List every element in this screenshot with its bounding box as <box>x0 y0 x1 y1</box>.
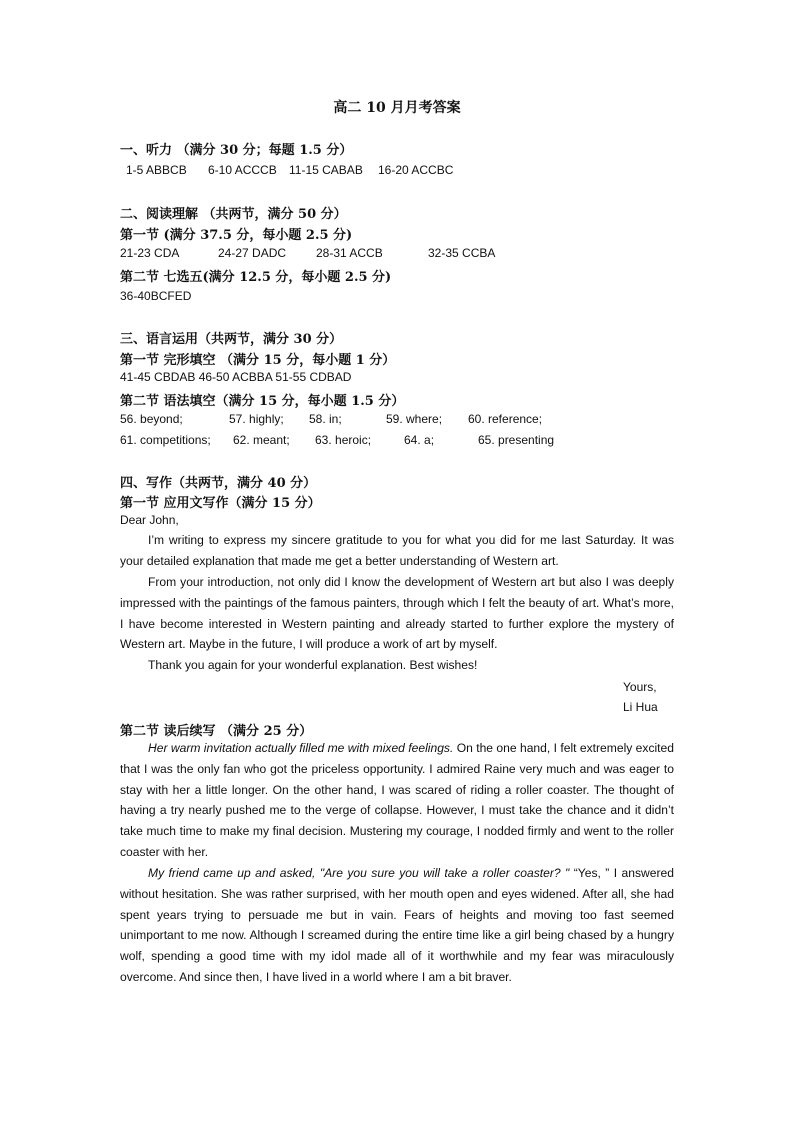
reading-answer-4: 32-35 CCBA <box>428 246 496 260</box>
cloze-answers: 41-45 CBDAB 46-50 ACBBA 51-55 CDBAD <box>120 370 352 384</box>
grammar-answer-59: 59. where; <box>386 412 443 426</box>
grammar-answer-65: 65. presenting <box>478 433 555 447</box>
story-paragraph-1 <box>120 738 674 863</box>
reading-part2-answers: 36-40BCFED <box>120 289 192 303</box>
listening-heading: 一、听力 （满分 30 分；每题 1.5 分） <box>120 143 353 158</box>
letter-salutation: Dear John, <box>120 513 179 527</box>
grammar-answer-63: 63. heroic; <box>315 433 372 447</box>
reading-answer-1: 21-23 CDA <box>120 246 180 260</box>
letter-paragraph-3: Thank you again for your wonderful explanation. Best wishes! <box>148 658 478 672</box>
listening-answer-1: 1-5 ABBCB <box>126 163 187 177</box>
story-paragraph-2-text: “Yes, ” I answered without hesitation. She was rather surprised, with her mouth open and eyes widened. After all, she had spent years trying to persuade me but in vain. Fears of heights and moving too fast seemed unimportant to me now. Although I screamed during the entire time like a girl being chased by a hungry wolf, spending a good time with my idol made all of it worthwhile and my fear was miraculously overcome. And since then, I have lived in a world where I am a bit braver. <box>120 866 674 984</box>
grammar-answer-56: 56. beyond; <box>120 412 183 426</box>
grammar-answer-64: 64. a; <box>404 433 435 447</box>
reading-part1-heading: 第一节 (满分 37.5 分，每小题 2.5 分) <box>120 228 353 243</box>
continuation-writing-heading: 第二节 读后续写 （满分 25 分） <box>120 724 313 739</box>
grammar-answer-57: 57. highly; <box>229 412 284 426</box>
page-title: 高二 10 月月考答案 <box>333 100 461 116</box>
grammar-answer-58: 58. in; <box>309 412 342 426</box>
language-heading: 三、语言运用（共两节，满分 30 分） <box>120 332 343 347</box>
cloze-heading: 第一节 完形填空 （满分 15 分，每小题 1 分） <box>120 353 396 368</box>
letter-paragraph-2: From your introduction, not only did I know the development of Western art but also I was deeply impressed with the paintings of the famous painters, through which I felt the beauty of art. What’s more, I have become interested in Western painting and already started to further explore the mystery of Western art. Maybe in the future, I will produce a work of art by myself. <box>120 575 674 652</box>
grammar-heading: 第二节 语法填空（满分 15 分，每小题 1.5 分） <box>120 394 405 409</box>
story-paragraph-1-italic: Her warm invitation actually filled me with mixed feelings. <box>148 741 454 755</box>
reading-part2-heading: 第二节 七选五(满分 12.5 分，每小题 2.5 分) <box>120 270 392 285</box>
grammar-answer-62: 62. meant; <box>233 433 290 447</box>
listening-answer-3: 11-15 CABAB <box>289 163 363 177</box>
practical-writing-heading: 第一节 应用文写作（满分 15 分） <box>120 496 321 511</box>
story-paragraph-2-italic: My friend came up and asked, "Are you sure you will take a roller coaster? " <box>148 866 570 880</box>
story-paragraph-1-text: On the one hand, I felt extremely excited that I was the only fan who got the priceless opportunity. I admired Raine very much and was eager to stay with her a little longer. On the other hand, I was scared of riding a roller coaster. The thought of having a try nearly pushed me to the verge of collapse. However, I must take the chance and it didn’t take much time to make my final decision. Mustering my courage, I nodded firmly and went to the roller coaster with her. <box>120 741 674 859</box>
letter-closing: Yours, <box>623 680 657 694</box>
reading-heading: 二、阅读理解 （共两节，满分 50 分） <box>120 207 347 222</box>
letter-signature: Li Hua <box>623 700 658 714</box>
story-paragraph-2 <box>120 863 674 988</box>
listening-answer-4: 16-20 ACCBC <box>378 163 454 177</box>
listening-answer-2: 6-10 ACCCB <box>208 163 277 177</box>
writing-heading: 四、写作（共两节，满分 40 分） <box>120 476 317 491</box>
grammar-answer-60: 60. reference; <box>468 412 543 426</box>
grammar-answer-61: 61. competitions; <box>120 433 211 447</box>
letter-paragraph-1: I’m writing to express my sincere gratitude to you for what you did for me last Saturday. It was your detailed explanation that made me get a better understanding of Western art. <box>120 533 674 568</box>
reading-answer-3: 28-31 ACCB <box>316 246 383 260</box>
reading-answer-2: 24-27 DADC <box>218 246 287 260</box>
